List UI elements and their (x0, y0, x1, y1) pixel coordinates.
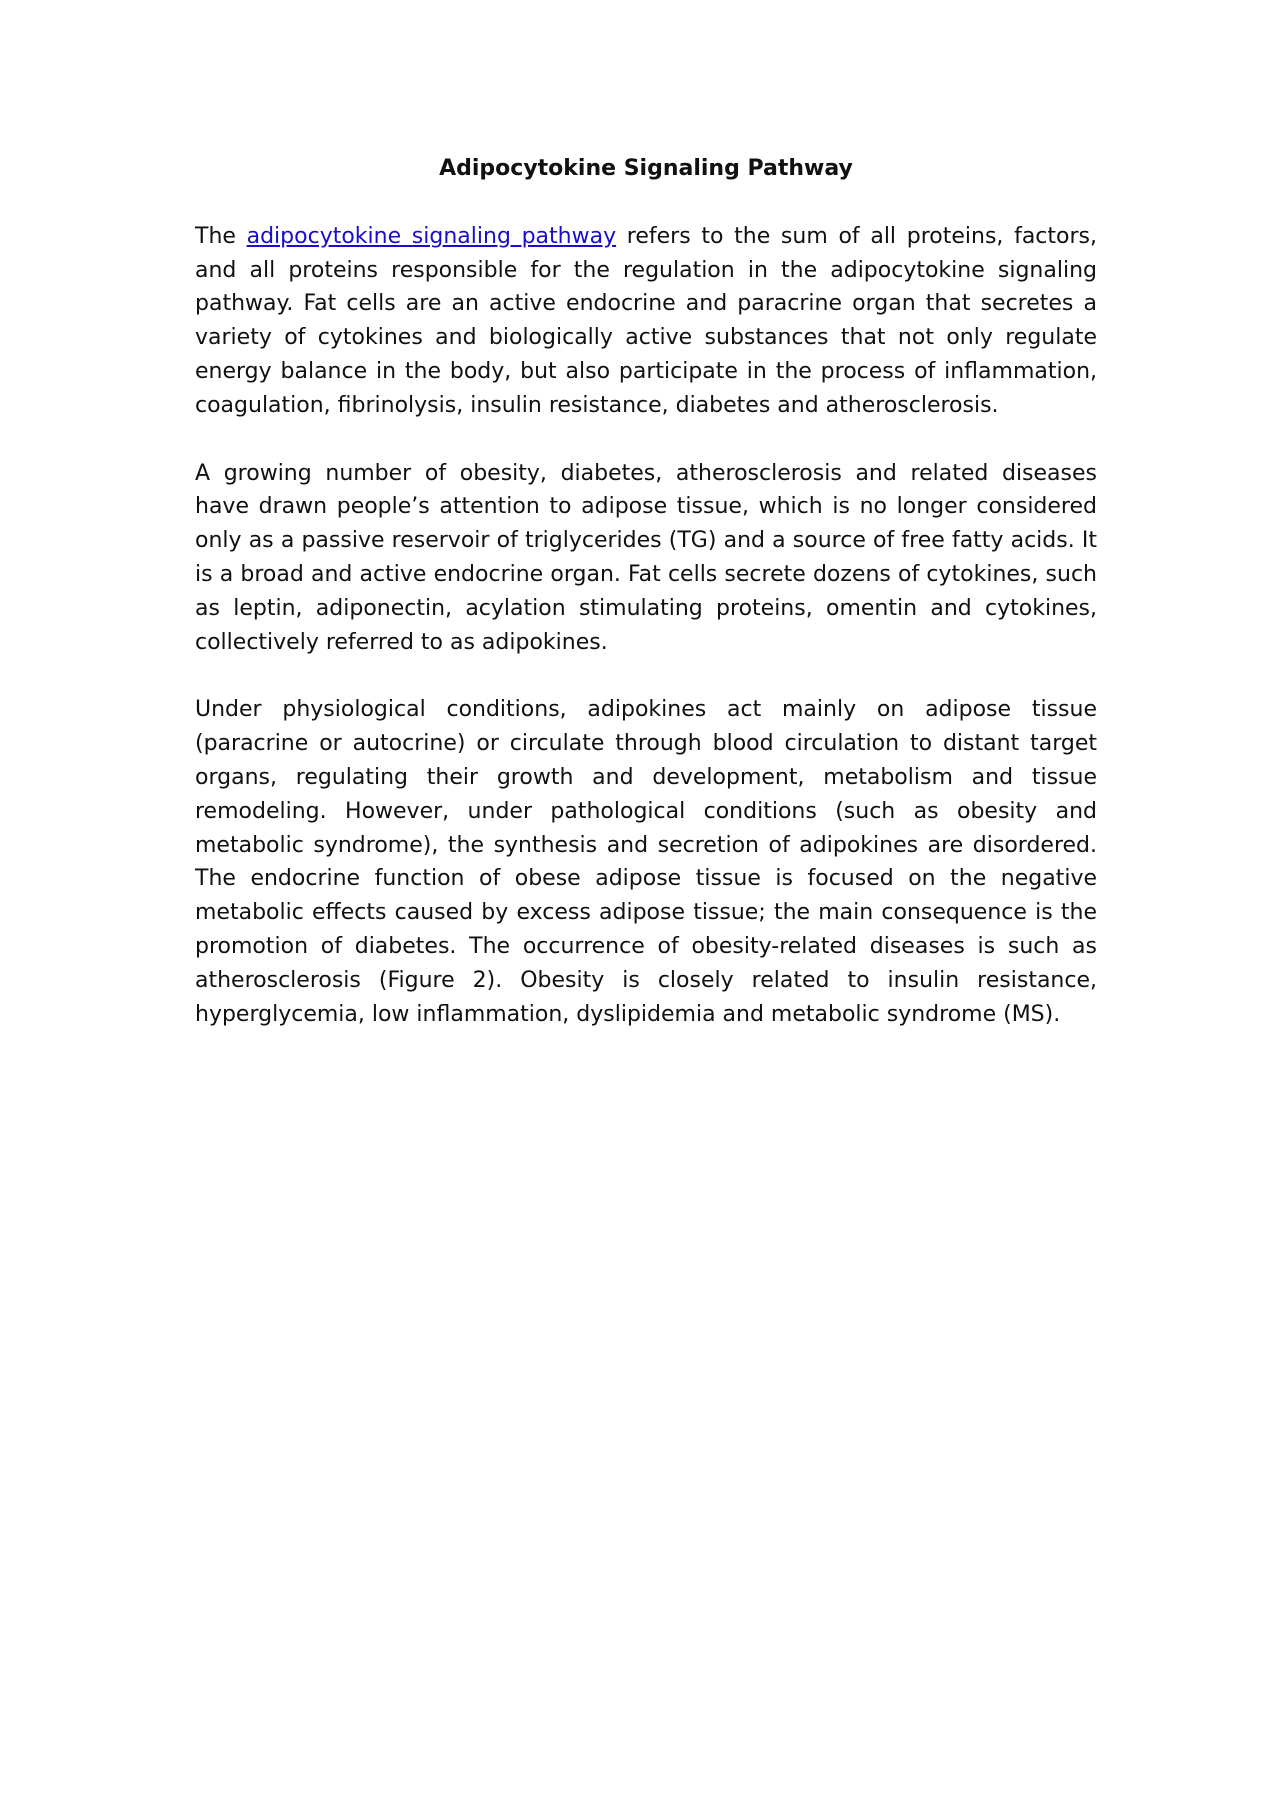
paragraph-adipose-tissue: A growing number of obesity, diabetes, atherosclerosis and related diseases have drawn people’s attention to adipose tissue, which is no longer considered only as a passive reservoir of triglycerides (TG) and a source of free fatty acids. It is a broad and active endocrine organ. Fat cells secrete dozens of cytokines, such as leptin, adiponectin, acylation stimulating proteins, omentin and cytokines, collectively referred to as adipokines. (195, 460, 1097, 655)
paragraph-physiological-conditions: Under physiological conditions, adipokines act mainly on adipose tissue (paracrine or autocrine) or circulate through blood circulation to distant target organs, regulating their growth and development, metabolism and tissue remodeling. However, under pathological conditions (such as obesity and metabolic syndrome), the synthesis and secretion of adipokines are disordered. The endocrine function of obese adipose tissue is focused on the negative metabolic effects caused by excess adipose tissue; the main consequence is the promotion of diabetes. The occurrence of obesity-related diseases is such as atherosclerosis (Figure 2). Obesity is closely related to insulin resistance, hyperglycemia, low inflammation, dyslipidemia and metabolic syndrome (MS). (195, 697, 1097, 1027)
pathway-link[interactable]: adipocytokine signaling pathway (246, 223, 617, 249)
document-title: Adipocytokine Signaling Pathway (439, 156, 853, 181)
paragraph-intro-rest: refers to the sum of all proteins, factors, and all proteins responsible for the regulation in the adipocytokine signaling pathway. Fat cells are an active endocrine and paracrine organ that secretes a variety of cytokines and biologically active substances that not only regulate energy balance in the body, but also participate in the process of inflammation, coagulation, fibrinolysis, insulin resistance, diabetes and atherosclerosis. (195, 223, 1097, 418)
document-body (195, 152, 1097, 1065)
paragraph-intro (195, 220, 1097, 423)
paragraph-intro-lead: The (195, 223, 247, 249)
